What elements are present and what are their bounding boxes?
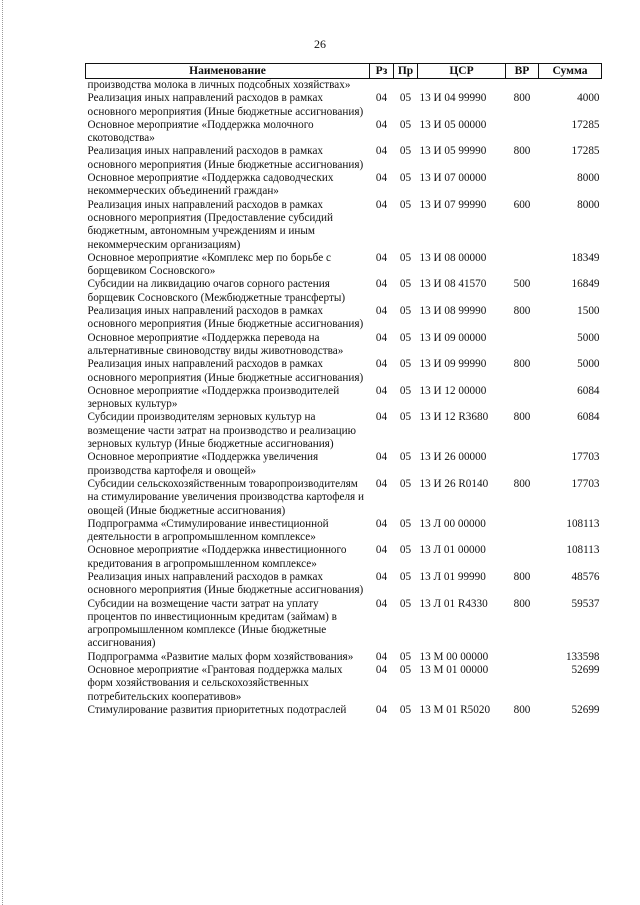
row-rz: 04: [375, 331, 388, 344]
row-name: Основное мероприятие «Поддержка садоводческих некоммерческих объединений граждан»: [87, 172, 334, 198]
page-number: 26: [314, 37, 326, 51]
row-name: Реализация иных направлений расходов в рамках основного мероприятия (Иные бюджетные ассигнования): [87, 92, 364, 118]
row-vr: 800: [513, 305, 531, 318]
row-sum: 18349: [571, 251, 600, 264]
row-vr: [506, 544, 539, 571]
row-name: Основное мероприятие «Грантовая поддержка малых форм хозяйствования и сельскохозяйственных потребительских кооперативов»: [87, 664, 343, 703]
row-sum: 17285: [571, 118, 600, 131]
row-rz: 04: [375, 118, 388, 131]
row-rz: 04: [375, 358, 388, 371]
row-csr: 13 И 04 99990: [419, 92, 487, 105]
table-body: [86, 79, 602, 718]
row-sum: [539, 79, 602, 93]
row-name: Подпрограмма «Развитие малых форм хозяйствования»: [87, 650, 354, 663]
table-row: [86, 478, 602, 518]
row-name: Основное мероприятие «Поддержка молочного скотоводства»: [87, 118, 314, 145]
row-sum: 17703: [571, 477, 600, 490]
row-name: Реализация иных направлений расходов в рамках основного мероприятия (Иные бюджетные ассигнования): [87, 358, 364, 384]
row-sum: 108113: [566, 517, 600, 530]
row-name: производства молока в личных подсобных хозяйствах»: [87, 79, 351, 91]
row-vr: 800: [513, 477, 531, 490]
row-pr: 05: [399, 145, 412, 158]
row-csr: 13 И 07 99990: [419, 198, 487, 211]
row-pr: 05: [399, 305, 412, 318]
row-pr: 05: [399, 251, 412, 264]
row-name: Реализация иных направлений расходов в рамках основного мероприятия (Иные бюджетные ассигнования): [87, 145, 364, 171]
header-row: [86, 64, 602, 79]
row-sum: 133598: [565, 650, 600, 663]
header-rz: Рз: [370, 64, 394, 79]
table-row: [86, 358, 602, 385]
row-sum: 108113: [566, 544, 600, 557]
table-header: [86, 64, 602, 79]
row-pr: 05: [399, 544, 412, 557]
row-pr: 05: [399, 517, 412, 530]
row-csr: 13 И 05 00000: [419, 118, 487, 131]
table-row: [86, 92, 602, 119]
row-rz: 04: [375, 251, 388, 264]
row-pr: 05: [399, 570, 412, 583]
row-vr: [506, 79, 539, 93]
row-name: Основное мероприятие «Комплекс мер по борьбе с борщевиком Сосновского»: [87, 251, 331, 278]
row-csr: 13 Л 00 00000: [419, 517, 486, 530]
row-pr: 05: [399, 650, 412, 663]
row-csr: 13 И 08 99990: [419, 305, 487, 318]
row-pr: 05: [399, 331, 412, 344]
row-name: Субсидии производителям зерновых культур на возмещение части затрат на производство и реализацию зерновых культур (Иные бюджетные ассигнования): [87, 411, 357, 451]
row-name: Субсидии сельскохозяйственным товаропроизводителям на стимулирование увеличения производства картофеля и овощей (Иные бюджетные ассигнования): [87, 477, 364, 517]
row-sum: 8000: [577, 198, 600, 211]
row-vr: [506, 252, 539, 279]
row-vr: 800: [513, 92, 531, 105]
row-rz: 04: [375, 703, 388, 716]
row-vr: [506, 119, 539, 146]
row-rz: 04: [375, 664, 388, 677]
header-vr: ВР: [506, 64, 539, 79]
table-row: [86, 332, 602, 359]
row-pr: 05: [399, 118, 412, 131]
row-rz: 04: [375, 650, 388, 663]
row-csr: 13 Л 01 00000: [419, 544, 486, 557]
table-row: [86, 145, 602, 172]
row-rz: 04: [375, 172, 388, 185]
row-rz: 04: [375, 145, 388, 158]
row-name: Реализация иных направлений расходов в рамках основного мероприятия (Иные бюджетные ассигнования): [87, 305, 364, 331]
row-csr: 13 И 05 99990: [419, 145, 487, 158]
row-name: Основное мероприятие «Поддержка перевода на альтернативные свиноводству виды животноводства»: [87, 331, 344, 357]
row-sum: 52699: [571, 703, 600, 716]
row-pr: 05: [399, 411, 412, 424]
table-row: [86, 571, 602, 598]
row-rz: 04: [375, 517, 388, 530]
row-rz: 04: [375, 544, 388, 557]
table-row: [86, 451, 602, 478]
row-pr: 05: [399, 384, 412, 397]
row-pr: 05: [399, 358, 412, 371]
row-pr: 05: [399, 172, 412, 185]
row-csr: 13 М 01 R5020: [419, 703, 491, 716]
table-row: [86, 252, 602, 279]
row-csr: 13 И 08 41570: [419, 278, 487, 291]
row-rz: 04: [375, 477, 388, 490]
header-csr: ЦСР: [418, 64, 506, 79]
table-row: [86, 704, 602, 717]
row-rz: 04: [375, 92, 388, 105]
binding-edge-mark: [2, 0, 5, 905]
row-sum: 17285: [571, 145, 600, 158]
row-vr: [506, 664, 539, 704]
row-name: Субсидии на возмещение части затрат на уплату процентов по инвестиционным кредитам (займам) в агропромышленном комплексе (Иные бюджетные ассигнования): [87, 597, 337, 650]
table-row: [86, 119, 602, 146]
table-row: [86, 385, 602, 412]
row-pr: 05: [399, 703, 412, 716]
row-rz: 04: [375, 451, 388, 464]
row-vr: 600: [513, 198, 531, 211]
row-vr: 800: [513, 358, 531, 371]
table-row: [86, 172, 602, 199]
row-sum: 59537: [571, 597, 600, 610]
table-row: [86, 598, 602, 651]
row-pr: 05: [399, 92, 412, 105]
row-vr: [506, 332, 539, 359]
row-pr: [394, 79, 418, 93]
row-csr: 13 М 01 00000: [419, 664, 489, 677]
row-vr: 800: [513, 597, 531, 610]
row-vr: 800: [513, 570, 531, 583]
row-name: Реализация иных направлений расходов в рамках основного мероприятия (Предоставление субсидий бюджетным, автономным учреждениям и иным некоммерческим организациям): [87, 198, 333, 251]
row-pr: 05: [399, 198, 412, 211]
row-csr: 13 И 26 00000: [419, 451, 487, 464]
row-csr: 13 Л 01 R4330: [419, 597, 488, 610]
row-csr: 13 И 26 R0140: [419, 477, 489, 490]
row-pr: 05: [399, 451, 412, 464]
table-row: [86, 278, 602, 305]
row-name: Основное мероприятие «Поддержка инвестиционного кредитования в агропромышленном комплексе»: [87, 544, 347, 570]
row-sum: 16849: [571, 278, 600, 291]
row-csr: 13 И 09 00000: [419, 331, 487, 344]
table-row: [86, 411, 602, 451]
row-name: Основное мероприятие «Поддержка увеличения производства картофеля и овощей»: [87, 451, 319, 477]
row-vr: [506, 451, 539, 478]
row-csr: 13 И 08 00000: [419, 251, 487, 264]
row-sum: 48576: [571, 570, 600, 583]
row-vr: 500: [513, 278, 531, 291]
row-rz: 04: [375, 305, 388, 318]
row-csr: 13 И 12 00000: [419, 384, 487, 397]
row-sum: 6084: [577, 384, 600, 397]
table-row: [86, 199, 602, 252]
row-vr: 800: [513, 145, 531, 158]
row-vr: [506, 172, 539, 199]
table-row: [86, 305, 602, 332]
row-csr: 13 И 12 R3680: [419, 411, 489, 424]
row-pr: 05: [399, 477, 412, 490]
row-rz: 04: [375, 384, 388, 397]
row-name: Стимулирование развития приоритетных подотраслей: [87, 703, 347, 716]
row-sum: 1500: [577, 305, 600, 318]
row-sum: 17703: [571, 451, 600, 464]
row-sum: 8000: [577, 172, 600, 185]
budget-table: [85, 63, 602, 717]
row-csr: [418, 79, 506, 93]
row-csr: 13 И 07 00000: [419, 172, 487, 185]
row-pr: 05: [399, 597, 412, 610]
row-sum: 52699: [571, 664, 600, 677]
row-sum: 4000: [577, 92, 600, 105]
row-name: Основное мероприятие «Поддержка производителей зерновых культур»: [87, 384, 340, 411]
table-row: [86, 544, 602, 571]
row-rz: 04: [375, 198, 388, 211]
row-name: Реализация иных направлений расходов в рамках основного мероприятия (Иные бюджетные ассигнования): [87, 570, 364, 597]
row-pr: 05: [399, 664, 412, 677]
row-vr: [506, 518, 539, 545]
row-vr: [506, 385, 539, 412]
row-name: Подпрограмма «Стимулирование инвестиционной деятельности в агропромышленном комплексе»: [87, 517, 329, 544]
row-csr: 13 М 00 00000: [419, 650, 489, 663]
table-row: [86, 651, 602, 664]
row-rz: 04: [375, 411, 388, 424]
table-row: [86, 664, 602, 704]
row-vr: 800: [513, 703, 531, 716]
row-vr: [506, 651, 539, 664]
row-sum: 5000: [577, 331, 600, 344]
row-csr: 13 Л 01 99990: [419, 570, 486, 583]
header-sum: Сумма: [539, 64, 602, 79]
table-row: [86, 79, 602, 93]
row-csr: 13 И 09 99990: [419, 358, 487, 371]
row-name: Субсидии на ликвидацию очагов сорного растения борщевик Сосновского (Межбюджетные трансферты): [87, 278, 346, 304]
row-sum: 6084: [577, 411, 600, 424]
row-rz: 04: [375, 278, 388, 291]
row-vr: 800: [513, 411, 531, 424]
row-rz: 04: [375, 570, 388, 583]
header-pr: Пр: [394, 64, 418, 79]
row-rz: 04: [375, 597, 388, 610]
table-row: [86, 518, 602, 545]
row-rz: [370, 79, 394, 93]
row-sum: 5000: [577, 358, 600, 371]
header-name: Наименование: [86, 64, 370, 79]
row-pr: 05: [399, 278, 412, 291]
